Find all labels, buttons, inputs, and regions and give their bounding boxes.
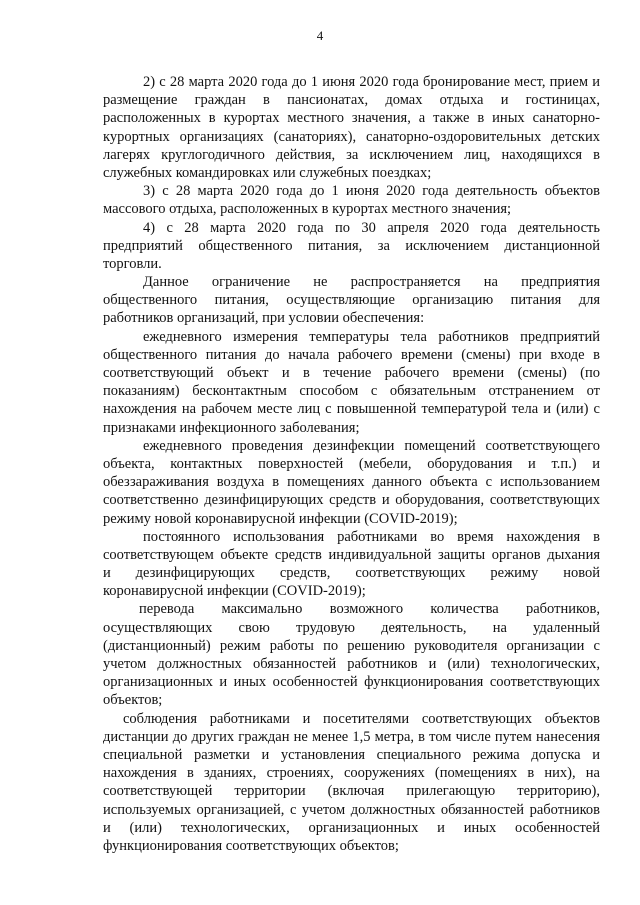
paragraph — [103, 710, 600, 856]
text-line: служебных командировках или служебных поездках; — [103, 164, 432, 181]
text-line: работников организаций, при условии обеспечения: — [103, 310, 425, 327]
text-line: обеззараживания воздуха в помещениях данного объекта с использованием — [103, 474, 600, 491]
text-line: соответствующем объекте средств индивидуальной защиты органов дыхания — [103, 546, 600, 563]
paragraph — [103, 528, 600, 601]
text-line: лагерях круглогодичного действия, за исключением лиц, находящихся в — [103, 146, 600, 163]
text-line: и (или) технологических, организационных и иных особенностей — [103, 819, 600, 836]
text-line: используемых организацией, с учетом должностных обязанностей работников — [103, 801, 600, 818]
text-line: общественного питания до начала рабочего времени (смены) при входе в — [103, 346, 600, 363]
text-line: постоянного использования работниками во время нахождения в — [143, 528, 600, 545]
text-line: учетом должностных обязанностей работников и (или) технологических, — [103, 656, 600, 672]
text-line: соблюдения работниками и посетителями соответствующих объектов — [123, 710, 600, 727]
text-line: показаниям) бесконтактным способом с обязательным отстранением от — [103, 383, 600, 400]
text-line: курортных организациях (санаториях), санаторно-оздоровительных детских — [103, 128, 600, 145]
text-line: осуществляющих свою трудовую деятельность, на удаленный — [103, 619, 600, 636]
text-line: ежедневного измерения температуры тела работников предприятий — [143, 328, 600, 345]
paragraph — [103, 273, 600, 328]
text-line: соответственно дезинфицирующих средств и оборудования, соответствующих — [103, 492, 600, 509]
text-line: объекта, контактных поверхностей (мебели, оборудования и т.п.) и — [103, 455, 600, 472]
text-line: нахождения в зданиях, строениях, сооружениях (помещениях в них), на — [103, 765, 600, 782]
text-line: коронавирусной инфекции (COVID-2019); — [103, 583, 366, 600]
text-line: массового отдыха, расположенных в курортах местного значения; — [103, 201, 512, 218]
text-line: 2) с 28 марта 2020 года до 1 июня 2020 года бронирование мест, прием и — [143, 74, 600, 90]
text-line: ежедневного проведения дезинфекции помещений соответствующего — [143, 437, 600, 454]
page-number: 4 — [316, 28, 324, 43]
text-line: соответствующий объект и в течение рабочего времени (смены) (по — [103, 365, 600, 381]
text-line: признаками инфекционного заболевания; — [103, 419, 360, 436]
paragraph — [103, 600, 600, 709]
text-line: общественного питания, осуществляющие организацию питания для — [103, 292, 600, 309]
text-line: 3) с 28 марта 2020 года до 1 июня 2020 года деятельность объектов — [143, 183, 600, 200]
text-line: Данное ограничение не распространяется на предприятия — [143, 274, 600, 291]
text-line: дистанции до других граждан не менее 1,5 метра, в том числе путем нанесения — [103, 728, 600, 745]
text-line: соответствующей территории (включая прилегающую территорию), — [103, 783, 600, 800]
text-line: объектов; — [103, 692, 163, 709]
text-line: (дистанционный) режим работы по решению руководителя организации с — [103, 637, 600, 654]
text-line: специальной разметки и установления специального режима допуска и — [103, 746, 600, 763]
text-line: и дезинфицирующих средств, соответствующих режиму новой — [103, 565, 600, 582]
text-line: функционирования соответствующих объектов; — [103, 837, 399, 854]
text-line: расположенных в курортах местного значения, а также в иных санаторно- — [103, 110, 600, 127]
text-line: предприятий общественного питания, за исключением дистанционной — [103, 237, 600, 254]
document-body — [103, 73, 600, 855]
text-line: торговли. — [103, 255, 162, 272]
paragraph — [103, 437, 600, 528]
text-line: организационных и иных особенностей функционирования соответствующих — [103, 674, 600, 691]
paragraph — [103, 182, 600, 218]
paragraph — [103, 219, 600, 274]
text-line: нахождения на рабочем месте лиц с повышенной температурой тела и (или) с — [103, 401, 600, 418]
paragraph — [103, 328, 600, 437]
paragraph — [103, 73, 600, 182]
text-line: перевода максимально возможного количества работников, — [139, 601, 600, 618]
text-line: размещение граждан в пансионатах, домах отдыха и гостиницах, — [103, 92, 600, 109]
text-line: режиму новой коронавирусной инфекции (COVID-2019); — [103, 510, 458, 527]
text-line: 4) с 28 марта 2020 года по 30 апреля 2020 года деятельность — [143, 219, 600, 236]
